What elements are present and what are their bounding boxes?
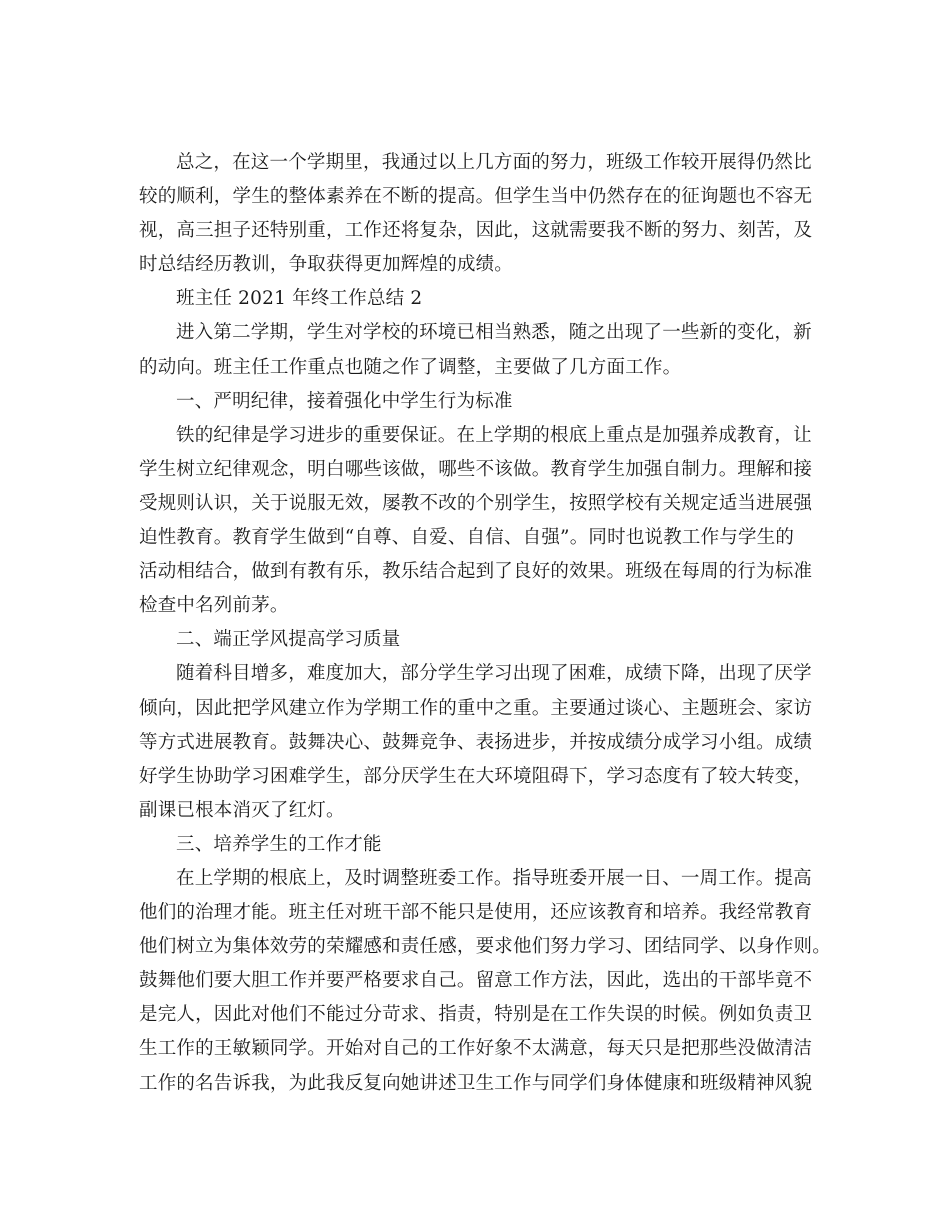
text-line: 受规则认识，关于说服无效，屡教不改的个别学生，按照学校有关规定适当进展强 bbox=[139, 492, 813, 514]
text-line: 总之，在这一个学期里，我通过以上几方面的努力，班级工作较开展得仍然比 bbox=[176, 152, 812, 173]
section-heading: 一、严明纪律，接着强化中学生行为标准 bbox=[176, 390, 513, 412]
text-line: 视，高三担子还特别重，工作还将复杂，因此，这就需要我不断的努力、刻苦，及 bbox=[139, 220, 813, 242]
section-heading: 三、培养学生的工作才能 bbox=[176, 833, 382, 855]
text-line: 迫性教育。教育学生做到“自尊、自爱、自信、自强”。同时也说教工作与学生的 bbox=[139, 527, 795, 549]
text-line: 好学生协助学习困难学生，部分厌学生在大环境阻碍下，学习态度有了较大转变， bbox=[139, 765, 813, 787]
text-line: 随着科目增多，难度加大，部分学生学习出现了困难，成绩下降，出现了厌学 bbox=[176, 663, 812, 685]
text-line: 的动向。班主任工作重点也随之作了调整，主要做了几方面工作。 bbox=[139, 356, 682, 378]
text-line: 是完人，因此对他们不能过分苛求、指责，特别是在工作失误的时候。例如负责卫 bbox=[139, 1004, 813, 1026]
text-line: 时总结经历教训，争取获得更加辉煌的成绩。 bbox=[139, 254, 514, 276]
document-body bbox=[139, 146, 831, 1101]
text-line: 铁的纪律是学习进步的重要保证。在上学期的根底上重点是加强养成教育，让 bbox=[176, 424, 812, 446]
text-line: 倾向，因此把学风建立作为学期工作的重中之重。主要通过谈心、主题班会、家访 bbox=[139, 697, 813, 719]
text-line: 活动相结合，做到有教有乐，教乐结合起到了良好的效果。班级在每周的行为标准 bbox=[139, 561, 813, 583]
section-title: 班主任 2021 年终工作总结 2 bbox=[176, 288, 423, 310]
text-line: 较的顺利，学生的整体素养在不断的提高。但学生当中仍然存在的征询题也不容无 bbox=[139, 186, 813, 208]
text-line: 等方式进展教育。鼓舞决心、鼓舞竞争、表扬进步，并按成绩分成学习小组。成绩 bbox=[139, 731, 813, 753]
text-line: 工作的名告诉我，为此我反复向她讲述卫生工作与同学们身体健康和班级精神风貌 bbox=[139, 1072, 813, 1094]
text-line: 学生树立纪律观念，明白哪些该做，哪些不该做。教育学生加强自制力。理解和接 bbox=[139, 458, 813, 480]
text-line: 检查中名列前茅。 bbox=[139, 595, 289, 617]
text-line: 鼓舞他们要大胆工作并要严格要求自己。留意工作方法，因此，选出的干部毕竟不 bbox=[139, 970, 813, 992]
text-line: 他们的治理才能。班主任对班干部不能只是使用，还应该教育和培养。我经常教育 bbox=[139, 902, 813, 924]
text-line: 副课已根本消灭了红灯。 bbox=[139, 799, 345, 821]
text-line: 他们树立为集体效劳的荣耀感和责任感，要求他们努力学习、团结同学、以身作则。 bbox=[139, 936, 831, 958]
text-line: 进入第二学期，学生对学校的环境已相当熟悉，随之出现了一些新的变化，新 bbox=[176, 322, 812, 344]
text-line: 在上学期的根底上，及时调整班委工作。指导班委开展一日、一周工作。提高 bbox=[176, 867, 812, 889]
text-line: 生工作的王敏颖同学。开始对自己的工作好象不太满意，每天只是把那些没做清洁 bbox=[139, 1038, 813, 1060]
section-heading: 二、端正学风提高学习质量 bbox=[176, 629, 401, 651]
